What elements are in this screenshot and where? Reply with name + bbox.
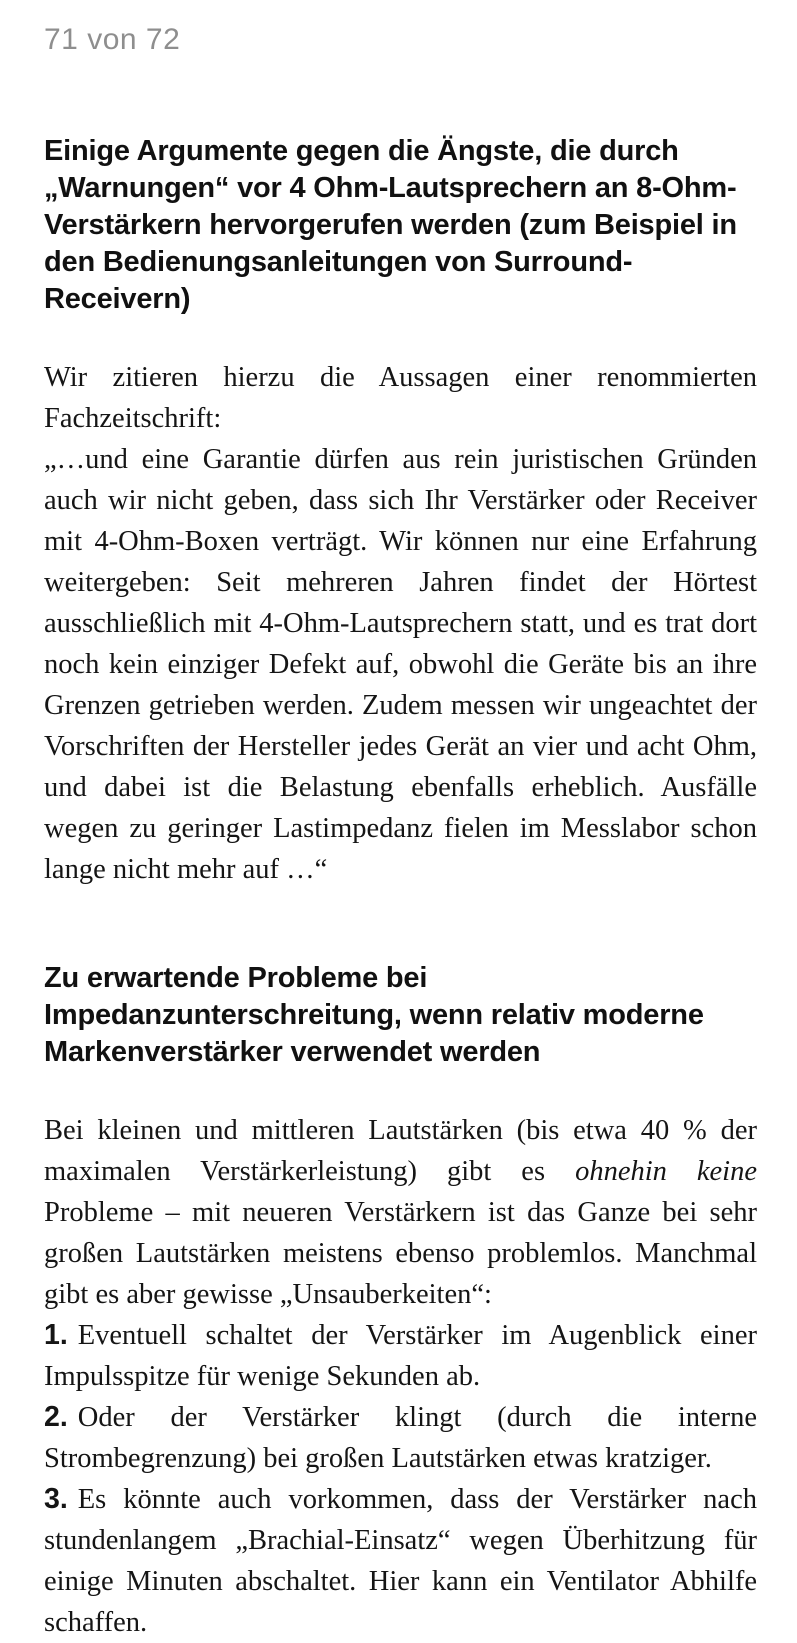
list-item [44, 1397, 757, 1479]
section-heading-2: Zu erwartende Probleme bei Impedanzunterschreitung, wenn relativ moderne Markenverstärker verwendet werden [44, 962, 704, 1068]
section-2-body [44, 1110, 757, 1643]
list-item [44, 1479, 757, 1643]
section-heading-1: Einige Argumente gegen die Ängste, die durch „Warnungen“ vor 4 Ohm-Lautsprechern an 8-Ohm-Verstärkern hervorgerufen werden (zum Beispiel in den Bedienungsanleitungen von Surround-Receivern) [44, 135, 737, 315]
list-item-number: 1. [44, 1319, 68, 1351]
paragraph-quote: „…und eine Garantie dürfen aus rein juristischen Gründen auch wir nicht geben, dass sich Ihr Verstärker oder Receiver mit 4-Ohm-Boxen verträgt. Wir können nur eine Erfahrung weitergeben: Seit mehreren Jahren findet der Hörtest ausschließlich mit 4-Ohm-Lautsprechern statt, und es trat dort noch kein einziger Defekt auf, obwohl die Geräte bis an ihre Grenzen getrieben werden. Zudem messen wir ungeachtet der Vorschriften der Hersteller jedes Gerät an vier und acht Ohm, und dabei ist die Belastung ebenfalls erheblich. Ausfälle wegen zu geringer Lastimpedanz fielen im Messlabor schon lange nicht mehr auf …“ [44, 444, 757, 885]
list-item-number: 2. [44, 1401, 68, 1433]
paragraph-problems-emphasis: ohnehin keine [575, 1156, 758, 1187]
page-indicator: 71 von 72 [44, 23, 181, 56]
section-1-body [44, 357, 757, 890]
list-item-number: 3. [44, 1483, 68, 1515]
paragraph-problems-text: Bei kleinen und mittleren Lautstärken (bis etwa 40 % der maximalen Verstärkerleistung) gibt es [44, 1115, 757, 1187]
paragraph-problems [44, 1110, 757, 1315]
paragraph-intro: Wir zitieren hierzu die Aussagen einer renommierten Fachzeitschrift: [44, 362, 757, 434]
list-item-text: Eventuell schaltet der Verstärker im Augenblick einer Impulsspitze für wenige Sekunden ab. [44, 1320, 757, 1392]
list-item-text: Es könnte auch vorkommen, dass der Verstärker nach stundenlangem „Brachial-Einsatz“ wegen Überhitzung für einige Minuten abschaltet. Hier kann ein Ventilator Abhilfe schaffen. [44, 1484, 757, 1638]
list-item [44, 1315, 757, 1397]
paragraph-problems-text-continued: Probleme – mit neueren Verstärkern ist das Ganze bei sehr großen Lautstärken meistens ebenso problemlos. Manchmal gibt es aber gewisse „Unsauberkeiten“: [44, 1197, 757, 1310]
list-item-text: Oder der Verstärker klingt (durch die interne Strombegrenzung) bei großen Lautstärken etwas kratziger. [44, 1402, 757, 1474]
